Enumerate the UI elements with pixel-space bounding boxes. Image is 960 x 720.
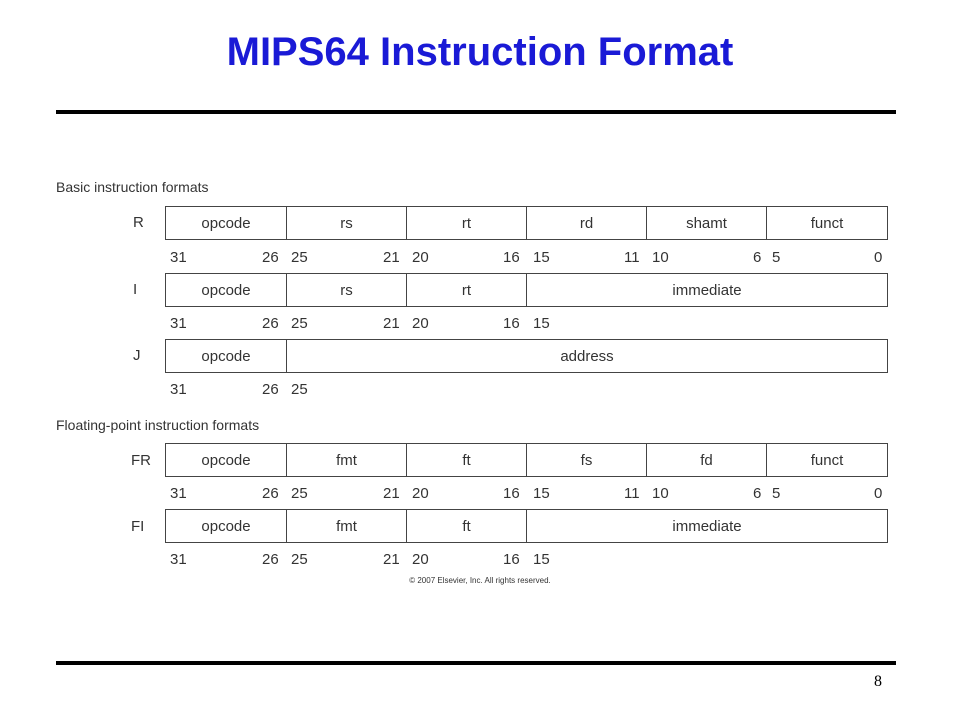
bit-number: 6 (753, 249, 762, 266)
bit-number: 20 (412, 315, 429, 332)
field-rs: rs (287, 207, 407, 239)
bit-number: 21 (383, 485, 400, 502)
bit-number: 16 (503, 485, 520, 502)
field-rt: rt (407, 207, 527, 239)
bit-number: 15 (533, 551, 550, 568)
field-fd: fd (647, 444, 767, 476)
format-row-i (165, 273, 888, 307)
bit-number: 11 (624, 249, 640, 266)
page-number: 8 (874, 673, 882, 690)
copyright-notice: © 2007 Elsevier, Inc. All rights reserved. (409, 576, 551, 585)
format-row-j (165, 339, 888, 373)
field-address: address (560, 347, 614, 365)
field-opcode: opcode (166, 510, 287, 542)
bit-number: 15 (533, 315, 550, 332)
format-label-r: R (133, 214, 144, 231)
field-immediate: immediate (672, 281, 742, 299)
bit-numbers-fi (165, 551, 888, 571)
format-row-r (165, 206, 888, 240)
page-title: MIPS64 Instruction Format (226, 30, 734, 74)
bit-number: 16 (503, 315, 520, 332)
bit-number: 11 (624, 485, 640, 502)
bit-number: 25 (291, 381, 308, 398)
bit-numbers-fr (165, 485, 888, 505)
bit-number: 0 (874, 249, 883, 266)
bit-number: 31 (170, 381, 187, 398)
field-opcode: opcode (166, 444, 287, 476)
section-title-basic: Basic instruction formats (56, 179, 209, 195)
format-label-i: I (133, 281, 138, 298)
bit-number: 16 (503, 551, 520, 568)
bit-number: 31 (170, 249, 187, 266)
bit-number: 21 (383, 315, 400, 332)
bit-number: 10 (652, 485, 669, 502)
format-label-j: J (133, 347, 141, 364)
bit-number: 31 (170, 315, 187, 332)
bit-number: 26 (262, 381, 279, 398)
bit-number: 26 (262, 551, 279, 568)
section-title-floating: Floating-point instruction formats (56, 417, 260, 433)
bit-number: 31 (170, 551, 187, 568)
field-opcode: opcode (166, 340, 287, 372)
field-funct: funct (810, 451, 844, 469)
field-rt: rt (407, 274, 527, 306)
format-label-fi: FI (131, 518, 145, 535)
field-fmt: fmt (287, 444, 407, 476)
bit-number: 0 (874, 485, 883, 502)
bit-number: 20 (412, 485, 429, 502)
bit-numbers-i (165, 315, 888, 335)
format-label-fr: FR (131, 452, 151, 469)
bit-number: 16 (503, 249, 520, 266)
bit-number: 25 (291, 485, 308, 502)
bit-number: 5 (772, 485, 781, 502)
bit-number: 15 (533, 249, 550, 266)
format-row-fi (165, 509, 888, 543)
field-funct: funct (810, 214, 844, 232)
field-opcode: opcode (166, 274, 287, 306)
bit-number: 6 (753, 485, 762, 502)
bit-number: 20 (412, 249, 429, 266)
bit-number: 25 (291, 315, 308, 332)
bit-number: 25 (291, 551, 308, 568)
field-fmt: fmt (287, 510, 407, 542)
bit-number: 5 (772, 249, 781, 266)
bit-numbers-j (165, 381, 888, 401)
bit-number: 26 (262, 485, 279, 502)
bit-number: 25 (291, 249, 308, 266)
bit-number: 15 (533, 485, 550, 502)
field-shamt: shamt (647, 207, 767, 239)
top-divider (56, 110, 896, 114)
bit-number: 31 (170, 485, 187, 502)
field-rs: rs (287, 274, 407, 306)
bit-number: 21 (383, 551, 400, 568)
bit-numbers-r (165, 249, 888, 269)
field-rd: rd (527, 207, 647, 239)
bit-number: 26 (262, 249, 279, 266)
field-immediate: immediate (672, 517, 742, 535)
bottom-divider (56, 661, 896, 665)
bit-number: 21 (383, 249, 400, 266)
bit-number: 26 (262, 315, 279, 332)
field-ft: ft (407, 510, 527, 542)
field-ft: ft (407, 444, 527, 476)
format-row-fr (165, 443, 888, 477)
field-opcode: opcode (166, 207, 287, 239)
bit-number: 20 (412, 551, 429, 568)
bit-number: 10 (652, 249, 669, 266)
field-fs: fs (527, 444, 647, 476)
